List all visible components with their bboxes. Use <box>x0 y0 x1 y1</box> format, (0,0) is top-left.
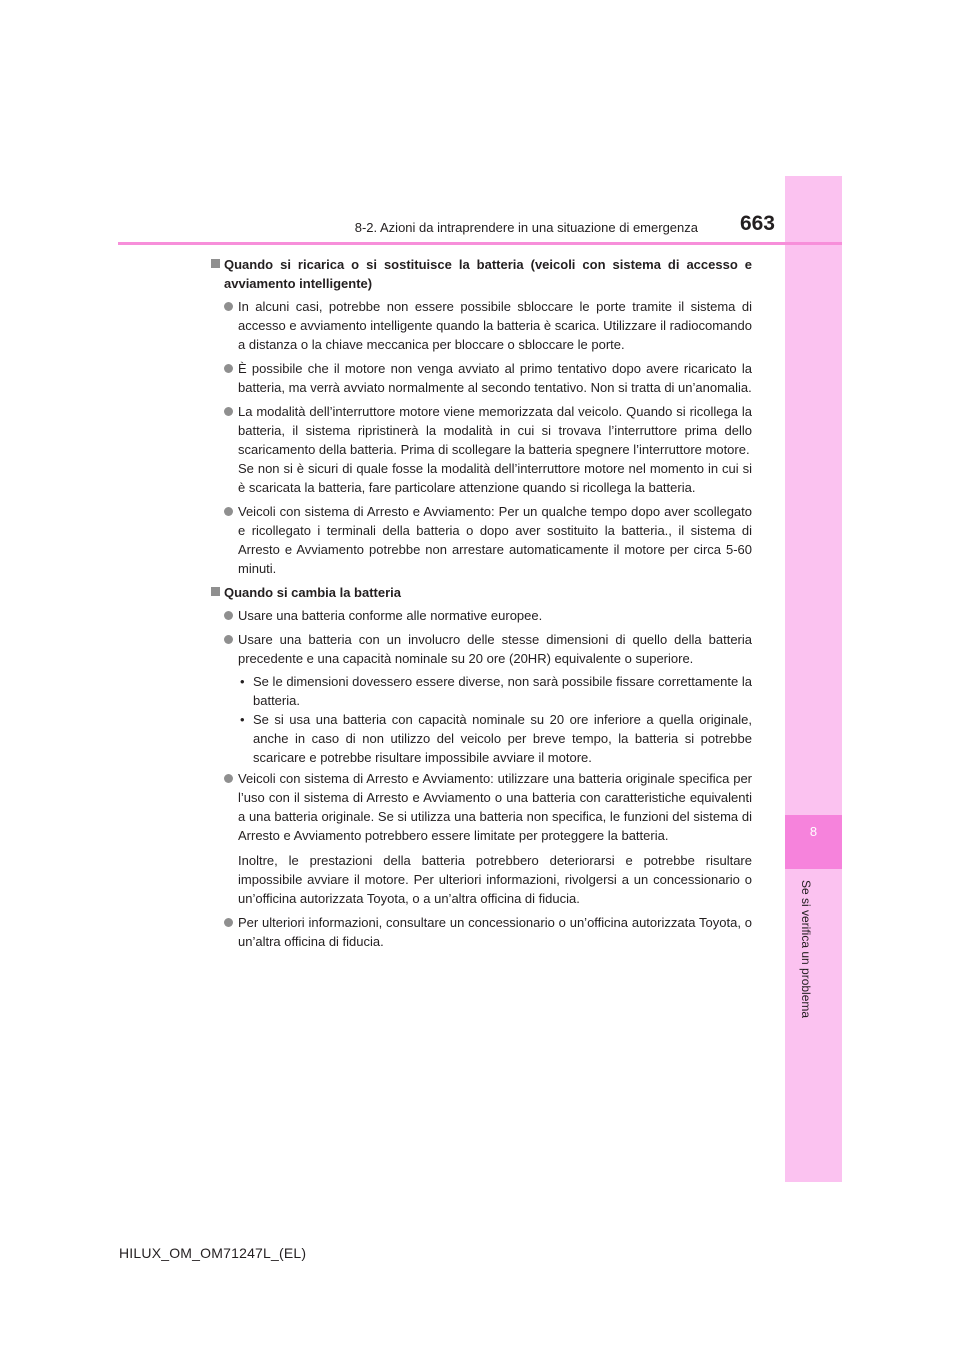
chapter-label: Se si verifica un problema <box>799 880 813 1019</box>
item-paragraph: Se non si è sicuri di quale fosse la modalità dell’interruttore motore nel momento in cui si è scaricata la batteria, fare particolare attenzione quando si ricollega la batteria. <box>238 461 752 495</box>
circle-bullet-icon <box>224 611 233 620</box>
list-item <box>211 402 752 497</box>
chapter-side-tab <box>785 176 842 1182</box>
list-item <box>211 359 752 397</box>
circle-bullet-icon <box>224 635 233 644</box>
page-number: 663 <box>739 212 775 235</box>
sub-list-item <box>211 710 752 767</box>
sub-bullet: • <box>240 712 245 727</box>
list-item <box>211 606 752 625</box>
item-paragraph: Veicoli con sistema di Arresto e Avviamento: Per un qualche tempo dopo aver scollegato e ricollegato i terminali della batteria o dopo aver sostituito la batteria., il sistema di Arresto e Avviamento potrebbe non arrestare automaticamente il motore per circa 5-60 minuti. <box>238 504 752 576</box>
item-paragraph: Usare una batteria con un involucro delle stesse dimensioni di quello della batteria precedente e una capacità nominale su 20 ore (20HR) equivalente o superiore. <box>238 632 752 666</box>
list-item <box>211 769 752 908</box>
section-heading <box>211 583 752 602</box>
document-code: HILUX_OM_OM71247L_(EL) <box>119 1245 307 1261</box>
section-heading-text: Quando si ricarica o si sostituisce la batteria (veicoli con sistema di accesso e avviamento intelligente) <box>224 257 752 291</box>
sub-list <box>211 672 752 767</box>
circle-bullet-icon <box>224 774 233 783</box>
item-paragraph: Usare una batteria conforme alle normative europee. <box>238 608 543 623</box>
sub-bullet: • <box>240 674 245 689</box>
item-paragraph: Inoltre, le prestazioni della batteria potrebbero deteriorarsi e potrebbe risultare impossibile avviare il motore. Per ulteriori informazioni, rivolgersi a un concessionario o un’officina autorizzata Toyota, o a un’altra officina di fiducia. <box>238 853 752 906</box>
list-item <box>211 913 752 951</box>
item-paragraph: Veicoli con sistema di Arresto e Avviamento: utilizzare una batteria originale specifica per l’uso con il sistema di Arresto e Avviamento o una batteria con caratteristiche equivalenti a una batteria originale. Se si utilizza una batteria non specifica, le funzioni del sistema di Arresto e Avviamento potrebbero essere limitate per proteggere la batteria. <box>238 771 752 843</box>
chapter-number: 8 <box>809 824 818 839</box>
header-rule <box>118 242 842 245</box>
section-heading <box>211 255 752 293</box>
item-paragraph: In alcuni casi, potrebbe non essere possibile sbloccare le porte tramite il sistema di accesso e avviamento intelligente quando la batteria è scarica. Utilizzare il radiocomando a distanza o la chiave meccanica per bloccare o sbloccare le porte. <box>238 299 752 352</box>
list-item <box>211 630 752 668</box>
list-item <box>211 502 752 578</box>
circle-bullet-icon <box>224 407 233 416</box>
sub-item-text: Se le dimensioni dovessero essere diverse, non sarà possibile fissare correttamente la batteria. <box>253 674 752 708</box>
list-item <box>211 297 752 354</box>
sub-list-item <box>211 672 752 710</box>
page-content <box>211 255 752 956</box>
section-heading-text: Quando si cambia la batteria <box>224 585 401 600</box>
circle-bullet-icon <box>224 918 233 927</box>
section-title: 8-2. Azioni da intraprendere in una situazione di emergenza <box>354 220 698 235</box>
circle-bullet-icon <box>224 364 233 373</box>
item-paragraph: La modalità dell’interruttore motore viene memorizzata dal veicolo. Quando si ricollega la batteria, il sistema ripristinerà la modalità in cui si trovava l’interruttore prima dello scaricamento della batteria. Prima di scollegare la batteria spegnere l’interruttore motore. <box>238 404 752 457</box>
sub-item-text: Se si usa una batteria con capacità nominale su 20 ore inferiore a quella originale, anche in caso di non utilizzo del veicolo per breve tempo, la batteria si potrebbe scaricare e potrebbe risultare impossibile avviare il motore. <box>253 712 752 765</box>
square-bullet-icon <box>211 259 220 268</box>
circle-bullet-icon <box>224 302 233 311</box>
item-paragraph: Per ulteriori informazioni, consultare un concessionario o un’officina autorizzata Toyota, o un’altra officina di fiducia. <box>238 915 752 949</box>
square-bullet-icon <box>211 587 220 596</box>
item-paragraph: È possibile che il motore non venga avviato al primo tentativo dopo avere ricaricato la batteria, ma verrà avviato normalmente al secondo tentativo. Non si tratta di un’anomalia. <box>238 361 752 395</box>
circle-bullet-icon <box>224 507 233 516</box>
